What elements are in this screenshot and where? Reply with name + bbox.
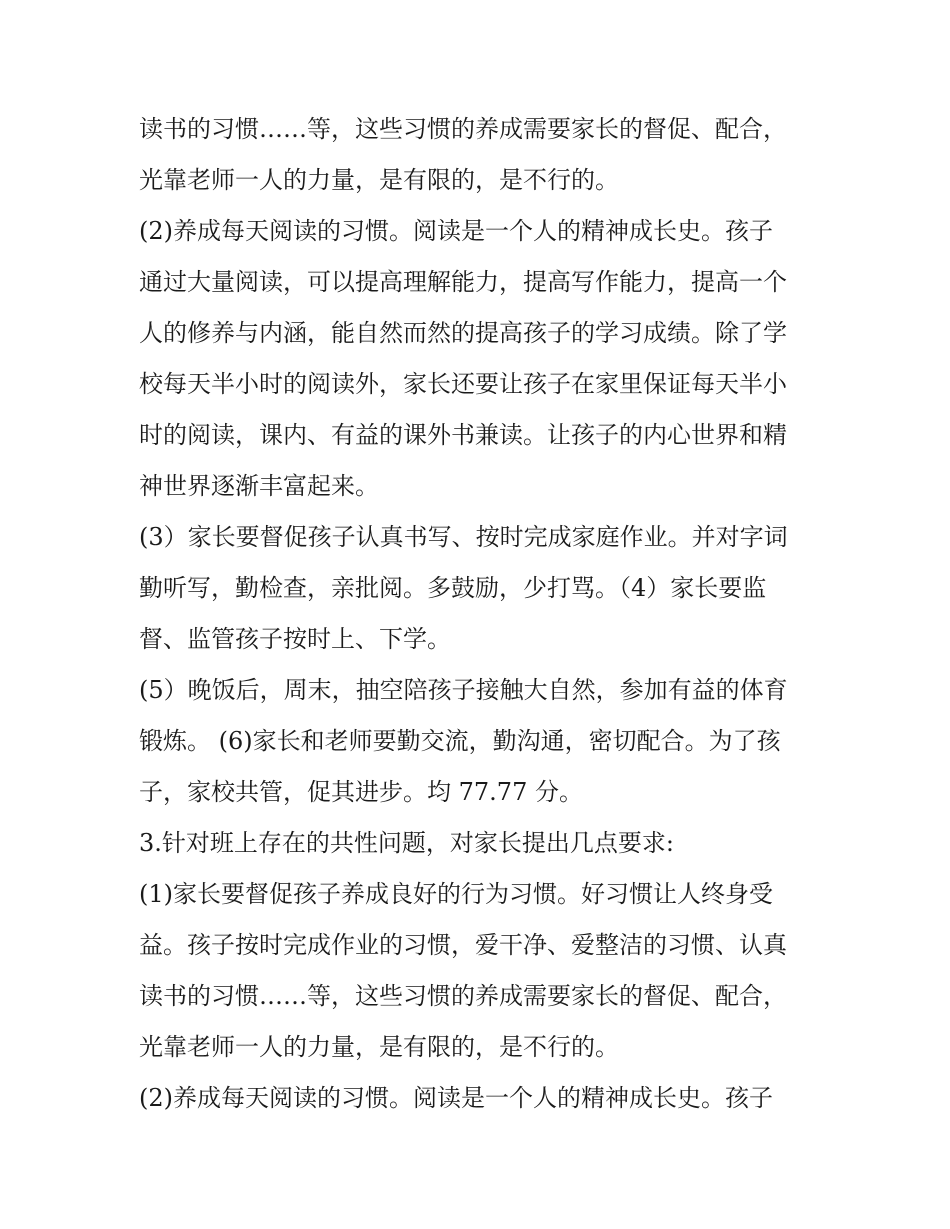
text-line-7: 时的阅读，课内、有益的课外书兼读。让孩子的内心世界和精 [139, 421, 787, 449]
text-line-4: 通过大量阅读，可以提高理解能力，提高写作能力，提高一个 [139, 268, 787, 296]
text-line-14: 子，家校共管，促其进步。均 77.77 分。 [139, 778, 583, 806]
text-line-11: 督、监管孩子按时上、下学。 [139, 625, 451, 653]
text-line-2: 光靠老师一人的力量，是有限的，是不行的。 [139, 166, 619, 194]
text-line-6: 校每天半小时的阅读外，家长还要让孩子在家里保证每天半小 [139, 370, 787, 398]
text-line-18: 读书的习惯……等，这些习惯的养成需要家长的督促、配合， [139, 982, 787, 1010]
text-line-19: 光靠老师一人的力量，是有限的，是不行的。 [139, 1033, 619, 1061]
text-line-13: 锻炼。 (6)家长和老师要勤交流，勤沟通，密切配合。为了孩 [139, 727, 781, 755]
text-line-12: (5）晚饭后，周末，抽空陪孩子接触大自然，参加有益的体育 [139, 676, 788, 704]
text-line-20: (2)养成每天阅读的习惯。阅读是一个人的精神成长史。孩子 [139, 1084, 773, 1112]
text-line-17: 益。孩子按时完成作业的习惯，爱干净、爱整洁的习惯、认真 [139, 931, 787, 959]
text-line-16: (1)家长要督促孩子养成良好的行为习惯。好习惯让人终身受 [139, 880, 773, 908]
text-line-8: 神世界逐渐丰富起来。 [139, 472, 379, 500]
text-line-3: (2)养成每天阅读的习惯。阅读是一个人的精神成长史。孩子 [139, 217, 773, 245]
text-line-10: 勤听写，勤检查，亲批阅。多鼓励，少打骂。（4）家长要监 [139, 574, 767, 602]
text-line-9: (3）家长要督促孩子认真书写、按时完成家庭作业。并对字词 [139, 523, 788, 551]
text-line-5: 人的修养与内涵，能自然而然的提高孩子的学习成绩。除了学 [139, 319, 787, 347]
text-line-1: 读书的习惯……等，这些习惯的养成需要家长的督促、配合， [139, 115, 787, 143]
text-line-15: 3.针对班上存在的共性问题，对家长提出几点要求: [139, 829, 674, 857]
